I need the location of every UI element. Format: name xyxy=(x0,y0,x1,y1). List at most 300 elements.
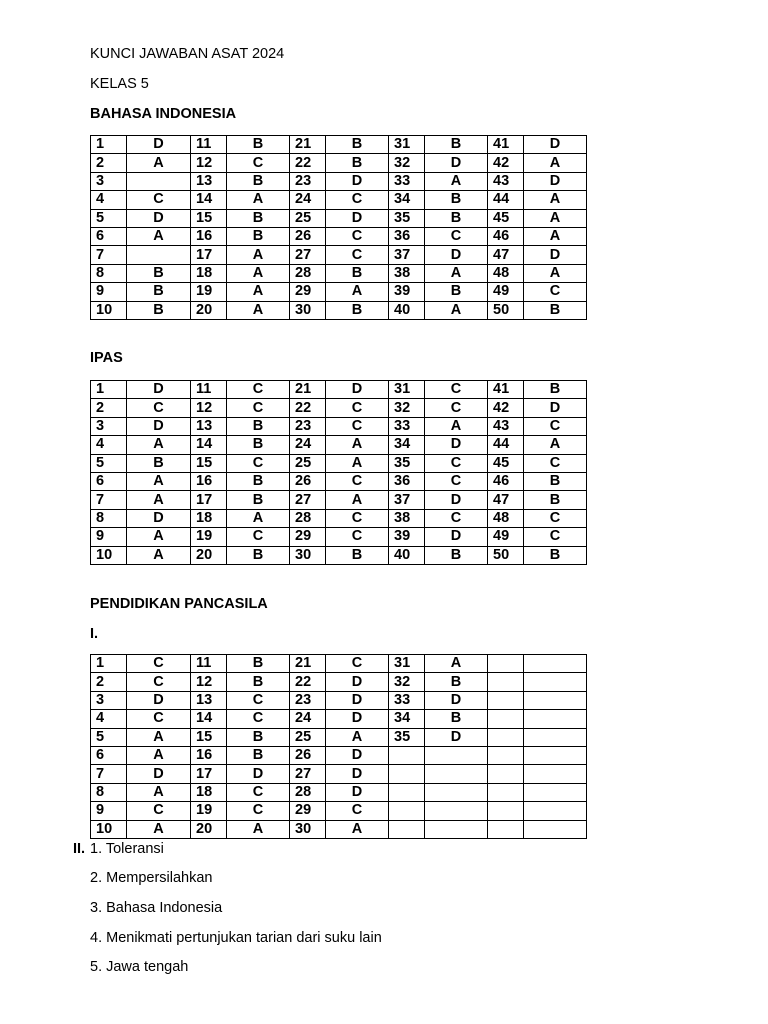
section-heading-ipas: IPAS xyxy=(90,350,123,366)
answer-table-pendidikan-pancasila xyxy=(90,654,587,839)
answer-cell: A xyxy=(127,472,191,490)
table-row xyxy=(91,381,587,399)
answer-cell: D xyxy=(326,673,389,691)
answer-cell: A xyxy=(227,301,290,319)
answer-cell: D xyxy=(326,746,389,764)
question-number-cell: 4 xyxy=(91,191,127,209)
answer-cell: D xyxy=(127,509,191,527)
answer-cell: A xyxy=(425,655,488,673)
answer-cell: B xyxy=(227,491,290,509)
answer-cell: A xyxy=(524,154,587,172)
question-number-cell: 20 xyxy=(191,546,227,564)
answer-cell: A xyxy=(524,227,587,245)
question-number-cell: 4 xyxy=(91,710,127,728)
answer-cell: D xyxy=(425,246,488,264)
question-number-cell: 11 xyxy=(191,381,227,399)
question-number-cell: 24 xyxy=(290,436,326,454)
answer-cell: C xyxy=(326,528,389,546)
answer-cell: A xyxy=(326,283,389,301)
question-number-cell: 30 xyxy=(290,820,326,838)
answer-cell: A xyxy=(425,417,488,435)
answer-cell: C xyxy=(227,454,290,472)
question-number-cell: 38 xyxy=(389,264,425,282)
answer-cell: D xyxy=(326,381,389,399)
answer-cell: B xyxy=(227,436,290,454)
question-number-cell: 25 xyxy=(290,454,326,472)
answer-cell: B xyxy=(524,491,587,509)
question-number-cell: 1 xyxy=(91,136,127,154)
answer-cell xyxy=(425,783,488,801)
answer-cell: C xyxy=(524,454,587,472)
answer-cell xyxy=(425,802,488,820)
answer-cell: D xyxy=(425,154,488,172)
answer-cell: C xyxy=(326,191,389,209)
answer-cell: B xyxy=(425,710,488,728)
question-number-cell: 17 xyxy=(191,491,227,509)
question-number-cell: 39 xyxy=(389,528,425,546)
answer-cell: B xyxy=(425,209,488,227)
table-row xyxy=(91,746,587,764)
table-row xyxy=(91,655,587,673)
answer-cell: C xyxy=(227,691,290,709)
answer-cell: C xyxy=(326,655,389,673)
answer-cell: C xyxy=(326,227,389,245)
answer-cell: C xyxy=(227,783,290,801)
question-number-cell: 1 xyxy=(91,655,127,673)
question-number-cell: 25 xyxy=(290,209,326,227)
question-number-cell: 9 xyxy=(91,528,127,546)
answer-cell xyxy=(524,802,587,820)
question-number-cell: 27 xyxy=(290,246,326,264)
question-number-cell: 26 xyxy=(290,746,326,764)
answer-cell: D xyxy=(524,399,587,417)
answer-cell: D xyxy=(425,491,488,509)
answer-cell: C xyxy=(326,399,389,417)
question-number-cell: 31 xyxy=(389,381,425,399)
part-one-label: I. xyxy=(90,626,99,642)
question-number-cell: 17 xyxy=(191,246,227,264)
question-number-cell: 16 xyxy=(191,472,227,490)
question-number-cell: 14 xyxy=(191,710,227,728)
question-number-cell: 35 xyxy=(389,728,425,746)
answer-cell: A xyxy=(227,246,290,264)
answer-cell: A xyxy=(127,154,191,172)
question-number-cell xyxy=(389,783,425,801)
answer-cell: C xyxy=(127,655,191,673)
question-number-cell: 7 xyxy=(91,246,127,264)
answer-cell: D xyxy=(326,691,389,709)
answer-cell xyxy=(127,246,191,264)
answer-cell: A xyxy=(326,491,389,509)
question-number-cell: 7 xyxy=(91,765,127,783)
table-row xyxy=(91,710,587,728)
question-number-cell: 29 xyxy=(290,283,326,301)
answer-cell xyxy=(524,728,587,746)
answer-cell: C xyxy=(326,802,389,820)
class-label: KELAS 5 xyxy=(90,76,149,92)
question-number-cell: 4 xyxy=(91,436,127,454)
question-number-cell: 18 xyxy=(191,783,227,801)
question-number-cell: 18 xyxy=(191,264,227,282)
answer-cell: C xyxy=(326,472,389,490)
question-number-cell: 35 xyxy=(389,454,425,472)
question-number-cell: 14 xyxy=(191,436,227,454)
answer-cell: A xyxy=(524,209,587,227)
question-number-cell: 13 xyxy=(191,417,227,435)
answer-cell: D xyxy=(425,728,488,746)
answer-cell: B xyxy=(425,673,488,691)
answer-cell: A xyxy=(524,191,587,209)
answer-table-ipas xyxy=(90,380,587,565)
question-number-cell: 9 xyxy=(91,283,127,301)
table-row xyxy=(91,691,587,709)
answer-cell xyxy=(524,655,587,673)
question-number-cell xyxy=(389,802,425,820)
answer-cell xyxy=(524,691,587,709)
essay-answer-3: 3. Bahasa Indonesia xyxy=(90,900,223,916)
section-heading-pendidikan-pancasila: PENDIDIKAN PANCASILA xyxy=(90,596,268,612)
question-number-cell: 41 xyxy=(488,136,524,154)
question-number-cell: 26 xyxy=(290,227,326,245)
answer-cell: B xyxy=(524,381,587,399)
question-number-cell: 22 xyxy=(290,673,326,691)
answer-cell: C xyxy=(227,710,290,728)
answer-cell: D xyxy=(425,691,488,709)
answer-cell: D xyxy=(326,783,389,801)
answer-cell xyxy=(425,746,488,764)
question-number-cell: 30 xyxy=(290,546,326,564)
question-number-cell: 33 xyxy=(389,417,425,435)
question-number-cell: 25 xyxy=(290,728,326,746)
answer-cell xyxy=(524,820,587,838)
answer-cell: C xyxy=(524,417,587,435)
question-number-cell: 28 xyxy=(290,509,326,527)
essay-answer-2: 2. Mempersilahkan xyxy=(90,870,213,886)
answer-cell: A xyxy=(127,746,191,764)
table-row xyxy=(91,399,587,417)
question-number-cell: 29 xyxy=(290,528,326,546)
question-number-cell: 10 xyxy=(91,301,127,319)
answer-cell: B xyxy=(326,136,389,154)
question-number-cell: 37 xyxy=(389,491,425,509)
answer-cell: B xyxy=(127,264,191,282)
answer-cell: D xyxy=(127,691,191,709)
question-number-cell: 2 xyxy=(91,399,127,417)
question-number-cell: 35 xyxy=(389,209,425,227)
question-number-cell: 9 xyxy=(91,802,127,820)
answer-cell: B xyxy=(227,136,290,154)
answer-cell: C xyxy=(524,509,587,527)
answer-cell: B xyxy=(425,283,488,301)
question-number-cell: 8 xyxy=(91,264,127,282)
question-number-cell: 39 xyxy=(389,283,425,301)
table-row xyxy=(91,673,587,691)
question-number-cell: 41 xyxy=(488,381,524,399)
section-heading-bahasa-indonesia: BAHASA INDONESIA xyxy=(90,106,237,122)
question-number-cell: 11 xyxy=(191,136,227,154)
answer-cell xyxy=(524,710,587,728)
answer-cell: B xyxy=(127,283,191,301)
answer-cell: B xyxy=(227,227,290,245)
table-row xyxy=(91,783,587,801)
answer-table-bahasa-indonesia xyxy=(90,135,587,320)
table-row xyxy=(91,191,587,209)
answer-cell: C xyxy=(425,472,488,490)
answer-cell: B xyxy=(227,417,290,435)
question-number-cell: 26 xyxy=(290,472,326,490)
question-number-cell: 49 xyxy=(488,528,524,546)
question-number-cell xyxy=(488,783,524,801)
answer-cell: B xyxy=(524,472,587,490)
question-number-cell: 13 xyxy=(191,691,227,709)
answer-cell xyxy=(425,820,488,838)
table-row xyxy=(91,472,587,490)
answer-cell: B xyxy=(227,746,290,764)
question-number-cell: 33 xyxy=(389,172,425,190)
question-number-cell xyxy=(389,765,425,783)
answer-cell: C xyxy=(227,399,290,417)
answer-cell xyxy=(524,673,587,691)
question-number-cell: 49 xyxy=(488,283,524,301)
question-number-cell: 44 xyxy=(488,436,524,454)
answer-cell: A xyxy=(425,264,488,282)
question-number-cell: 36 xyxy=(389,227,425,245)
question-number-cell: 36 xyxy=(389,472,425,490)
answer-cell: C xyxy=(425,509,488,527)
question-number-cell: 32 xyxy=(389,399,425,417)
answer-cell: C xyxy=(127,802,191,820)
answer-cell: B xyxy=(227,546,290,564)
question-number-cell: 3 xyxy=(91,172,127,190)
question-number-cell xyxy=(488,710,524,728)
answer-cell: C xyxy=(326,417,389,435)
question-number-cell: 16 xyxy=(191,746,227,764)
answer-cell xyxy=(524,783,587,801)
table-row xyxy=(91,246,587,264)
table-row xyxy=(91,154,587,172)
answer-cell: B xyxy=(326,546,389,564)
question-number-cell: 50 xyxy=(488,546,524,564)
table-row xyxy=(91,417,587,435)
table-row xyxy=(91,546,587,564)
answer-cell: C xyxy=(227,802,290,820)
question-number-cell: 23 xyxy=(290,172,326,190)
answer-cell: B xyxy=(227,728,290,746)
question-number-cell: 12 xyxy=(191,399,227,417)
answer-cell: A xyxy=(127,783,191,801)
answer-cell: A xyxy=(326,820,389,838)
question-number-cell: 15 xyxy=(191,454,227,472)
table-row xyxy=(91,802,587,820)
table-row xyxy=(91,765,587,783)
answer-cell: C xyxy=(524,528,587,546)
answer-cell: A xyxy=(227,264,290,282)
question-number-cell: 21 xyxy=(290,655,326,673)
answer-cell: D xyxy=(227,765,290,783)
answer-cell: A xyxy=(227,191,290,209)
question-number-cell: 22 xyxy=(290,399,326,417)
answer-cell: B xyxy=(524,301,587,319)
question-number-cell xyxy=(389,746,425,764)
question-number-cell: 21 xyxy=(290,381,326,399)
question-number-cell: 7 xyxy=(91,491,127,509)
table-row xyxy=(91,283,587,301)
answer-cell: A xyxy=(326,728,389,746)
question-number-cell: 31 xyxy=(389,136,425,154)
question-number-cell: 42 xyxy=(488,154,524,172)
question-number-cell: 11 xyxy=(191,655,227,673)
question-number-cell: 2 xyxy=(91,154,127,172)
question-number-cell: 21 xyxy=(290,136,326,154)
table-row xyxy=(91,209,587,227)
question-number-cell: 12 xyxy=(191,154,227,172)
question-number-cell xyxy=(389,820,425,838)
question-number-cell: 48 xyxy=(488,264,524,282)
answer-cell: C xyxy=(227,528,290,546)
answer-cell: B xyxy=(227,472,290,490)
table-row xyxy=(91,227,587,245)
question-number-cell: 6 xyxy=(91,472,127,490)
question-number-cell: 48 xyxy=(488,509,524,527)
answer-cell: D xyxy=(127,381,191,399)
answer-cell: B xyxy=(227,655,290,673)
question-number-cell: 16 xyxy=(191,227,227,245)
question-number-cell: 40 xyxy=(389,546,425,564)
answer-cell: A xyxy=(127,728,191,746)
question-number-cell: 40 xyxy=(389,301,425,319)
answer-cell: A xyxy=(326,436,389,454)
answer-cell: D xyxy=(425,436,488,454)
question-number-cell: 22 xyxy=(290,154,326,172)
answer-cell: C xyxy=(326,509,389,527)
table-row xyxy=(91,728,587,746)
question-number-cell: 37 xyxy=(389,246,425,264)
answer-cell: D xyxy=(127,209,191,227)
essay-answer-4: 4. Menikmati pertunjukan tarian dari suku lain xyxy=(90,930,382,946)
question-number-cell: 32 xyxy=(389,154,425,172)
answer-cell: B xyxy=(425,136,488,154)
question-number-cell xyxy=(488,765,524,783)
question-number-cell xyxy=(488,673,524,691)
answer-cell: D xyxy=(127,765,191,783)
answer-cell: B xyxy=(425,191,488,209)
question-number-cell: 3 xyxy=(91,417,127,435)
table-row xyxy=(91,436,587,454)
question-number-cell xyxy=(488,691,524,709)
table-row xyxy=(91,264,587,282)
question-number-cell: 29 xyxy=(290,802,326,820)
answer-cell xyxy=(524,765,587,783)
answer-cell: C xyxy=(425,381,488,399)
answer-cell: C xyxy=(127,673,191,691)
answer-cell: B xyxy=(326,264,389,282)
question-number-cell: 30 xyxy=(290,301,326,319)
answer-cell: A xyxy=(127,436,191,454)
answer-cell: B xyxy=(524,546,587,564)
answer-cell: B xyxy=(326,154,389,172)
answer-cell: D xyxy=(524,246,587,264)
table-row xyxy=(91,820,587,838)
question-number-cell: 34 xyxy=(389,710,425,728)
question-number-cell: 27 xyxy=(290,491,326,509)
document-title: KUNCI JAWABAN ASAT 2024 xyxy=(90,46,285,62)
answer-cell: C xyxy=(425,454,488,472)
table-row xyxy=(91,509,587,527)
answer-cell: A xyxy=(127,491,191,509)
question-number-cell: 50 xyxy=(488,301,524,319)
answer-cell: C xyxy=(326,246,389,264)
answer-cell: C xyxy=(524,283,587,301)
answer-cell: A xyxy=(524,264,587,282)
question-number-cell: 46 xyxy=(488,227,524,245)
answer-cell: A xyxy=(425,301,488,319)
question-number-cell: 45 xyxy=(488,454,524,472)
question-number-cell: 2 xyxy=(91,673,127,691)
question-number-cell: 34 xyxy=(389,436,425,454)
question-number-cell: 12 xyxy=(191,673,227,691)
answer-cell xyxy=(524,746,587,764)
question-number-cell: 10 xyxy=(91,546,127,564)
question-number-cell xyxy=(488,655,524,673)
question-number-cell: 42 xyxy=(488,399,524,417)
question-number-cell xyxy=(488,802,524,820)
question-number-cell: 14 xyxy=(191,191,227,209)
answer-cell xyxy=(425,765,488,783)
question-number-cell: 45 xyxy=(488,209,524,227)
question-number-cell: 47 xyxy=(488,491,524,509)
answer-cell: A xyxy=(425,172,488,190)
answer-cell: A xyxy=(127,820,191,838)
answer-cell: C xyxy=(227,381,290,399)
answer-cell: A xyxy=(227,820,290,838)
question-number-cell: 43 xyxy=(488,172,524,190)
question-number-cell xyxy=(488,728,524,746)
answer-cell xyxy=(127,172,191,190)
answer-cell: A xyxy=(127,528,191,546)
table-row xyxy=(91,528,587,546)
answer-cell: D xyxy=(127,417,191,435)
question-number-cell: 34 xyxy=(389,191,425,209)
question-number-cell: 24 xyxy=(290,710,326,728)
table-row xyxy=(91,136,587,154)
answer-cell: B xyxy=(227,172,290,190)
answer-cell: A xyxy=(227,509,290,527)
answer-cell: A xyxy=(127,227,191,245)
question-number-cell: 1 xyxy=(91,381,127,399)
question-number-cell: 20 xyxy=(191,820,227,838)
question-number-cell: 38 xyxy=(389,509,425,527)
table-row xyxy=(91,454,587,472)
question-number-cell xyxy=(488,820,524,838)
question-number-cell: 23 xyxy=(290,691,326,709)
answer-cell: A xyxy=(127,546,191,564)
answer-cell: C xyxy=(227,154,290,172)
question-number-cell: 19 xyxy=(191,528,227,546)
question-number-cell: 44 xyxy=(488,191,524,209)
answer-cell: A xyxy=(524,436,587,454)
answer-cell: D xyxy=(127,136,191,154)
table-row xyxy=(91,491,587,509)
question-number-cell: 15 xyxy=(191,209,227,227)
question-number-cell: 33 xyxy=(389,691,425,709)
answer-cell: B xyxy=(127,301,191,319)
question-number-cell: 3 xyxy=(91,691,127,709)
question-number-cell: 28 xyxy=(290,264,326,282)
answer-cell: D xyxy=(524,136,587,154)
answer-cell: C xyxy=(127,399,191,417)
answer-cell: D xyxy=(326,765,389,783)
part-two-label: II. xyxy=(73,841,86,857)
